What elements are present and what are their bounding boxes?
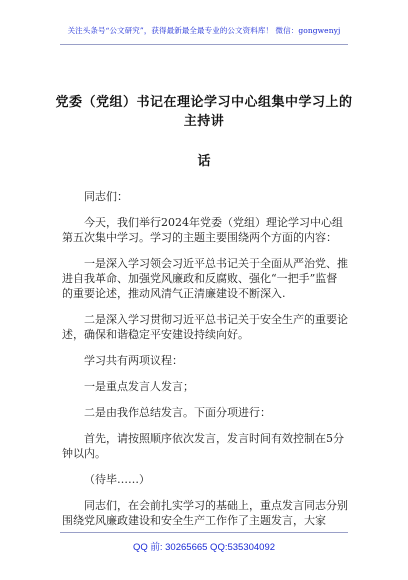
document-title: 党委（党组）书记在理论学习中心组集中学习上的主持讲	[55, 95, 353, 129]
document-body	[62, 189, 348, 539]
paragraph: 首先，请按照顺序依次发言，发言时间有效控制在5分钟以内。	[62, 432, 344, 460]
header-note: 关注头条号“公文研究”，获得最新最全最专业的公文资料库！ 微信：gongwenyj	[67, 26, 341, 35]
paragraph-salutation: 同志们：	[84, 190, 128, 203]
footer-divider	[60, 532, 348, 533]
paragraph: 二是深入学习贯彻习近平总书记关于安全生产的重要论述，确保和谐稳定平安建设持续向好。	[62, 313, 348, 341]
paragraph-waiting: （待毕……）	[84, 473, 150, 486]
paragraph: 一是深入学习领会习近平总书记关于全面从严治党、推进自我革命、加强党风廉政和反腐败、强化“一把手”监督的重要论述，推动风清气正清廉建设不断深入.	[62, 257, 348, 300]
paragraph: 同志们，在会前扎实学习的基础上，重点发言同志分别围绕党风廉政建设和安全生产工作作了主题发言，大家	[62, 499, 348, 527]
header-divider	[60, 44, 348, 45]
document-title-continued: 话	[197, 154, 211, 169]
paragraph: 二是由我作总结发言。下面分项进行：	[84, 406, 271, 419]
paragraph: 学习共有两项议程：	[84, 354, 183, 367]
paragraph: 一是重点发言人发言；	[84, 380, 194, 393]
paragraph: 今天，我们举行2024年党委（党组）理论学习中心组第五次集中学习。学习的主题主要围绕两个方面的内容：	[62, 216, 343, 244]
footer-contact: QQ 前: 30265665 QQ:535304092	[132, 542, 276, 553]
